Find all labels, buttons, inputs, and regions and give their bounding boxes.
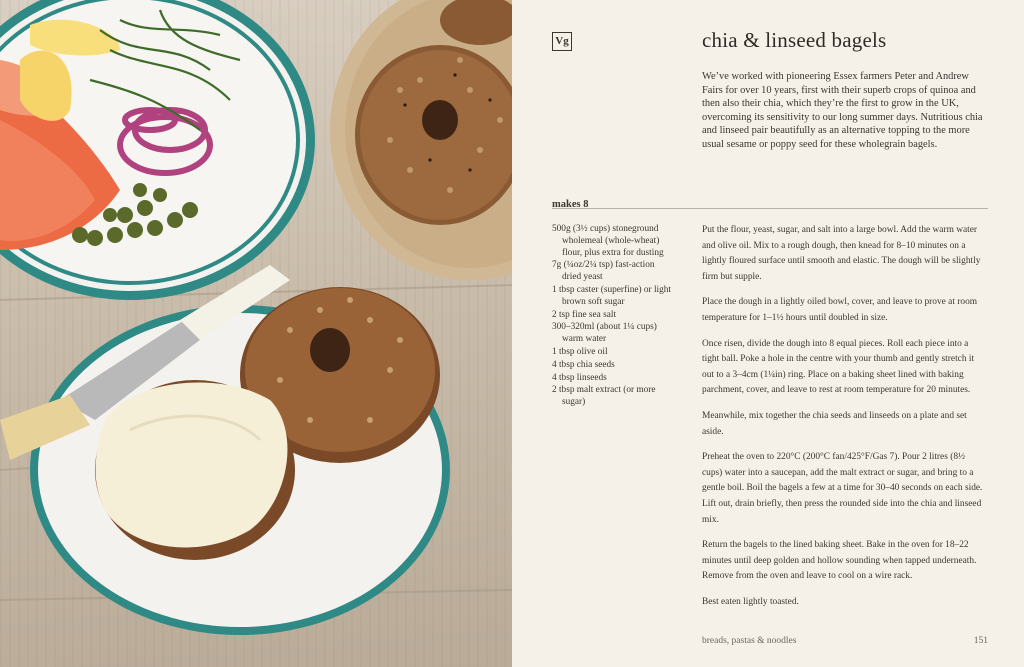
bagel-plate xyxy=(0,265,450,635)
page-number: 151 xyxy=(973,636,988,646)
salmon-plate xyxy=(0,0,315,300)
method-step: Best eaten lightly toasted. xyxy=(702,596,799,607)
ingredient-item: 2 tbsp malt extract (or more sugar) xyxy=(552,385,656,408)
vegan-badge: Vg xyxy=(552,32,572,51)
method-step: Return the bagels to the lined baking sheet. Bake in the oven for 18–22 minutes until deep golden and hollow sounding when tapped underneath. Remove from the oven and leave to cool on a wire rack. xyxy=(702,540,977,582)
ingredient-item: 7g (¼oz/2¼ tsp) fast-action dried yeast xyxy=(552,260,655,283)
ingredient-item: 4 tbsp linseeds xyxy=(552,372,607,383)
section-divider xyxy=(552,208,988,209)
recipe-page xyxy=(512,0,1024,667)
recipe-intro: We’ve worked with pioneering Essex farmers Peter and Andrew Fairs for over 10 years, first with their superb crops of quinoa and then also their chia, which they’re the first to grow in the UK, overcoming its sensitivity to our long summer days. Nutritious chia and linseed pair beautifully as an alternative topping to the more usual sesame or poppy seed for these wholegrain bagels. xyxy=(702,71,983,150)
recipe-title: chia & linseed bagels xyxy=(702,28,887,52)
method-step: Meanwhile, mix together the chia seeds and linseeds on a plate and set aside. xyxy=(702,410,967,437)
ingredient-item: 1 tbsp caster (superfine) or light brown soft sugar xyxy=(552,284,672,307)
method-step: Put the flour, yeast, sugar, and salt into a large bowl. Add the warm water and olive oil. Mix to a rough dough, then knead for 8–10 minutes on a lightly floured surface until smooth and elastic. The dough will be slightly firm but supple. xyxy=(702,225,981,282)
bagel-bowl xyxy=(330,0,512,280)
method-step: Place the dough in a lightly oiled bowl, cover, and leave to prove at room temperature for 1–1½ hours until doubled in size. xyxy=(702,297,978,323)
method-step: Once risen, divide the dough into 8 equal pieces. Roll each piece into a tight ball. Poke a hole in the centre with your thumb and gently stretch it out to a 3–4cm (1¼in) ring. Place on a baking sheet lined with baking parchment, cover, and leave to rest at room temperature for 20 minutes. xyxy=(702,338,975,396)
ingredient-item: 1 tbsp olive oil xyxy=(552,346,608,357)
ingredient-item: 500g (3½ cups) stoneground wholemeal (whole-wheat) flour, plus extra for dusting xyxy=(552,224,664,258)
ingredients-list xyxy=(552,224,672,410)
method-steps xyxy=(702,223,987,620)
yield-label: makes 8 xyxy=(552,199,589,210)
ingredient-item: 4 tbsp chia seeds xyxy=(552,359,615,370)
running-footer-section: breads, pastas & noodles xyxy=(702,636,797,646)
method-step: Preheat the oven to 220°C (200°C fan/425°F/Gas 7). Pour 2 litres (8½ cups) water into a saucepan, add the malt extract or sugar, and bring to a gentle boil. Boil the bagels a few at a time for 30–40 seconds on each side. Lift out, drain briefly, then press the rounded side into the chia and linseed mix. xyxy=(702,452,983,525)
ingredient-item: 300–320ml (about 1¼ cups) warm water xyxy=(552,322,657,345)
ingredient-item: 2 tsp fine sea salt xyxy=(552,309,617,320)
